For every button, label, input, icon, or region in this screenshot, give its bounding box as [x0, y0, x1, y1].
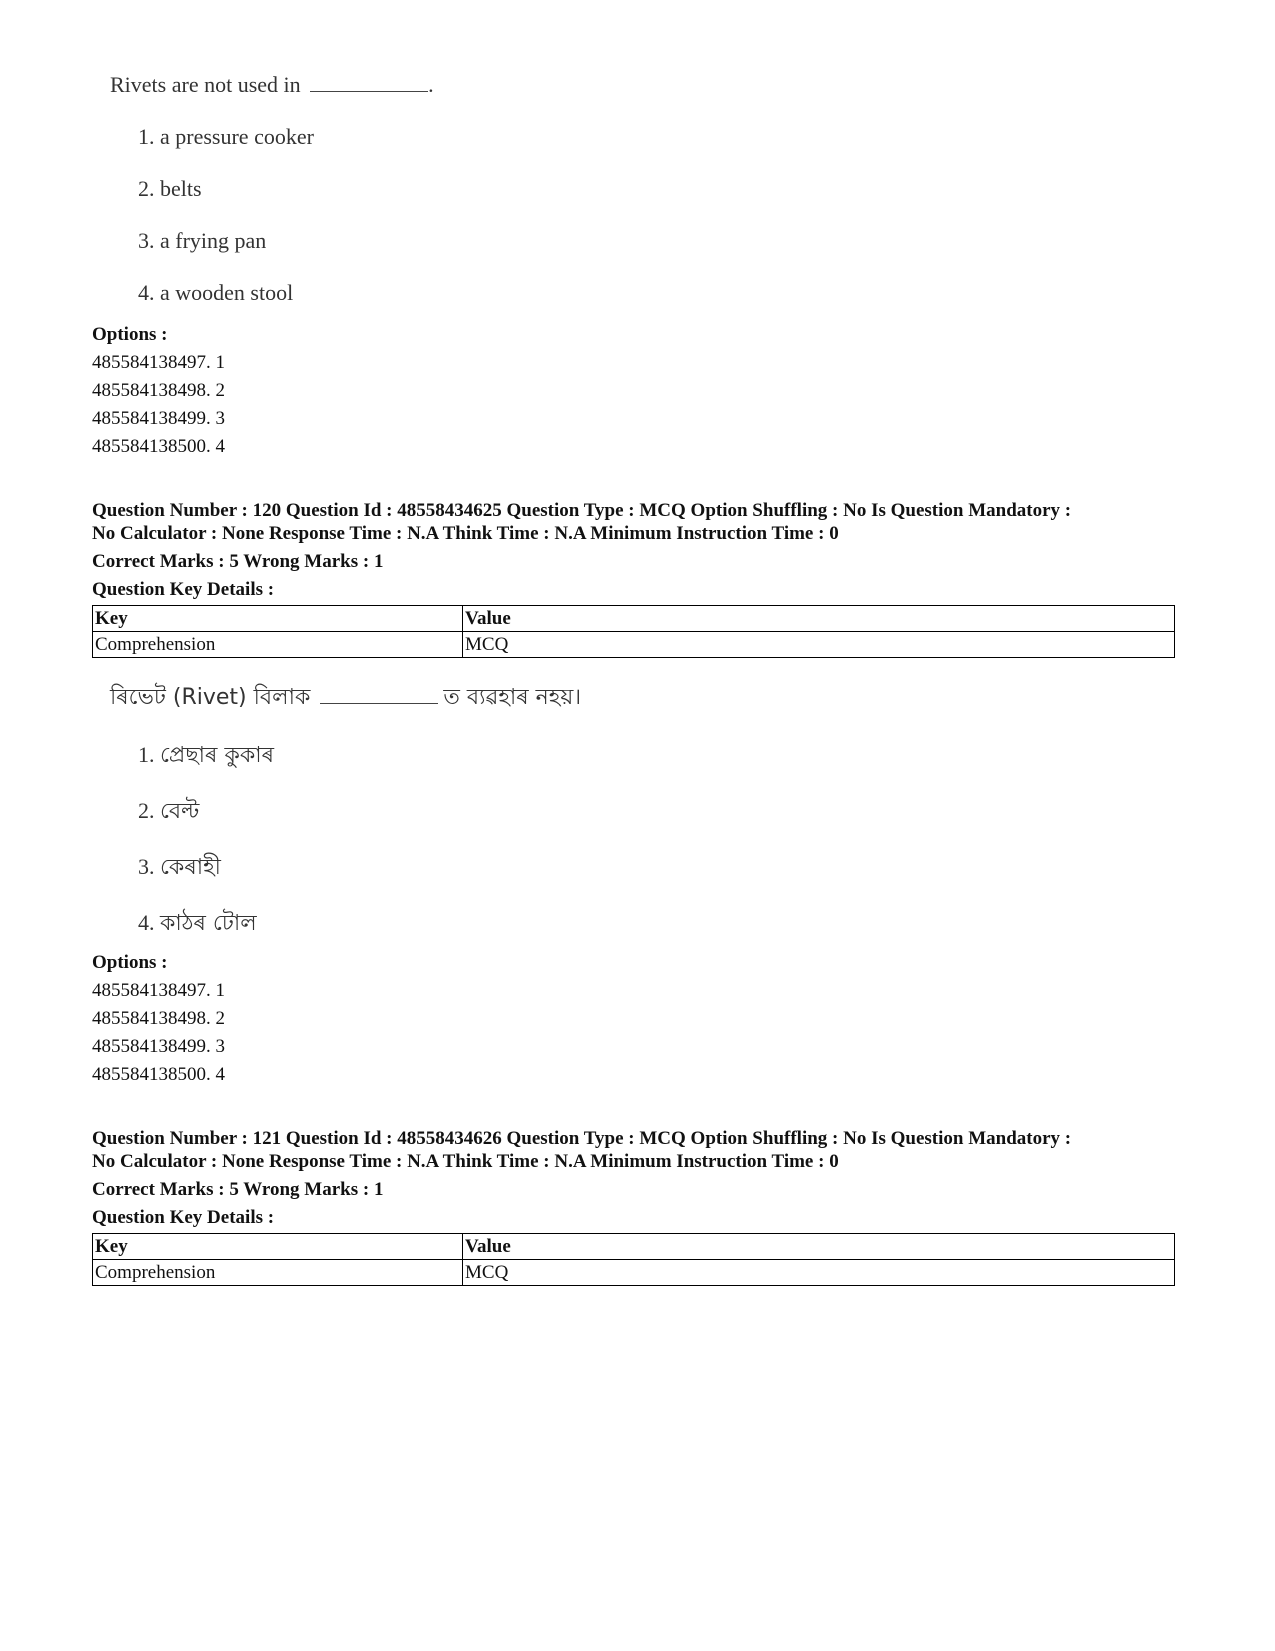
answer-blank — [310, 73, 428, 92]
option-id-line: 485584138499. 3 — [92, 408, 225, 429]
question-key-table — [92, 605, 1175, 658]
question-meta-line: Question Number : 120 Question Id : 48558434625 Question Type : MCQ Option Shuffling : No Is Question Mandatory : — [92, 500, 1072, 521]
options-heading: Options : — [92, 324, 168, 345]
question-image-english — [110, 72, 490, 317]
option-id-line: 485584138499. 3 — [92, 1036, 225, 1057]
table-header-row — [93, 606, 1175, 632]
question-option-1: 1. প্ৰেছাৰ কুকাৰ — [138, 742, 274, 768]
question-meta — [92, 499, 1182, 545]
option-id-line: 485584138500. 4 — [92, 1064, 225, 1085]
table-header-cell: Key — [93, 606, 463, 632]
table-header-cell: Value — [463, 606, 1175, 632]
question-meta-line: No Calculator : None Response Time : N.A Think Time : N.A Minimum Instruction Time : 0 — [92, 523, 839, 544]
question-option-2: 2. বেল্ট — [138, 798, 200, 824]
option-id-line: 485584138498. 2 — [92, 1008, 225, 1029]
table-cell: MCQ — [463, 632, 1175, 658]
table-header-cell: Key — [93, 1234, 463, 1260]
question-marks: Correct Marks : 5 Wrong Marks : 1 — [92, 551, 384, 572]
question-option-3: 3. a frying pan — [138, 228, 267, 253]
question-key-details-heading: Question Key Details : — [92, 1207, 275, 1228]
question-option-3: 3. কেৰাহী — [138, 854, 221, 880]
question-meta — [92, 1127, 1182, 1173]
question-stem: ৰিভেট (Rivet) বিলাক ত ব্যৱহাৰ নহয়। — [110, 685, 582, 710]
question-option-4: 4. কাঠৰ টোল — [138, 910, 257, 936]
option-id-line: 485584138500. 4 — [92, 436, 225, 457]
table-header-cell: Value — [463, 1234, 1175, 1260]
table-row — [93, 1260, 1175, 1286]
table-cell: Comprehension — [93, 632, 463, 658]
question-marks: Correct Marks : 5 Wrong Marks : 1 — [92, 1179, 384, 1200]
question-option-4: 4. a wooden stool — [138, 280, 294, 305]
question-stem: Rivets are not used in . — [110, 72, 434, 97]
option-id-line: 485584138498. 2 — [92, 380, 225, 401]
question-image-assamese — [110, 680, 630, 950]
options-heading: Options : — [92, 952, 168, 973]
table-row — [93, 632, 1175, 658]
answer-blank — [320, 685, 438, 704]
question-option-2: 2. belts — [138, 176, 202, 201]
question-option-1: 1. a pressure cooker — [138, 124, 314, 149]
question-key-table — [92, 1233, 1175, 1286]
option-id-line: 485584138497. 1 — [92, 352, 225, 373]
option-id-line: 485584138497. 1 — [92, 980, 225, 1001]
table-cell: MCQ — [463, 1260, 1175, 1286]
table-header-row — [93, 1234, 1175, 1260]
question-meta-line: No Calculator : None Response Time : N.A Think Time : N.A Minimum Instruction Time : 0 — [92, 1151, 839, 1172]
question-key-details-heading: Question Key Details : — [92, 579, 275, 600]
question-meta-line: Question Number : 121 Question Id : 48558434626 Question Type : MCQ Option Shuffling : No Is Question Mandatory : — [92, 1128, 1072, 1149]
table-cell: Comprehension — [93, 1260, 463, 1286]
